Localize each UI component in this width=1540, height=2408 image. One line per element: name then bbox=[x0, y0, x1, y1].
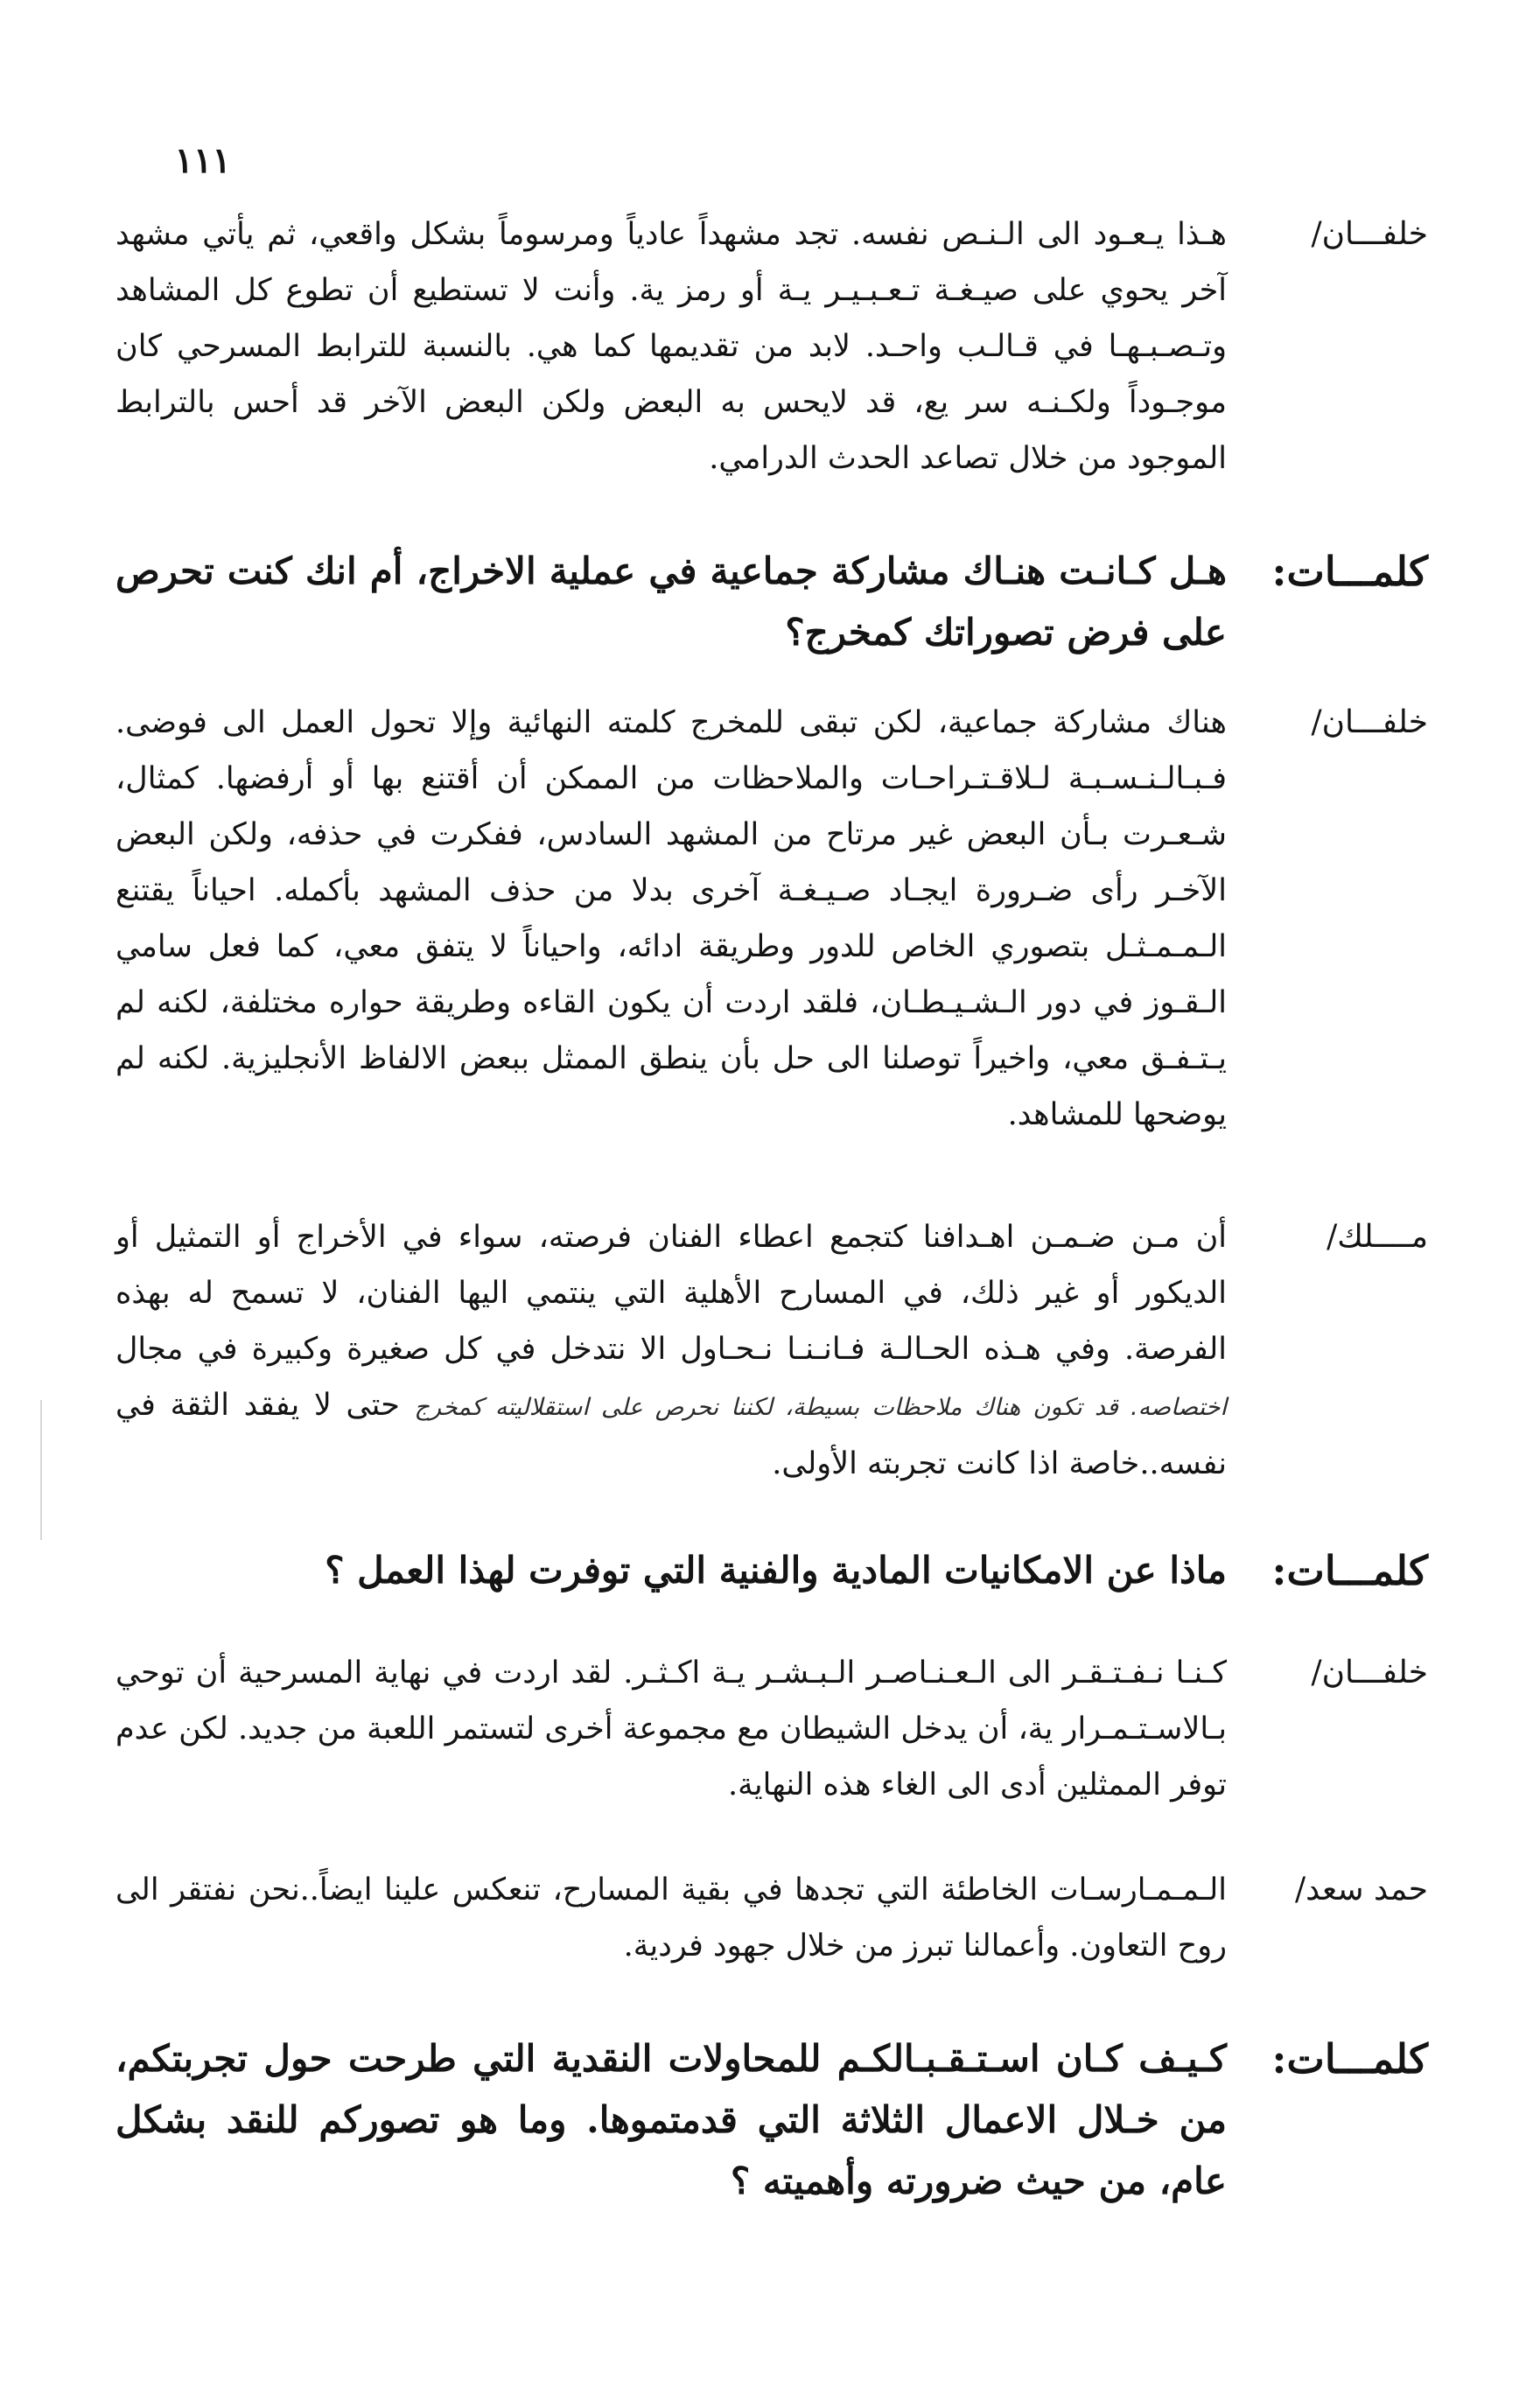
interview-question bbox=[116, 1540, 1428, 1601]
dialogue-entry bbox=[116, 695, 1428, 1143]
dialogue-entry bbox=[116, 1645, 1428, 1813]
interview-question bbox=[116, 2028, 1428, 2212]
dialogue-text-part: أن مـن ضـمـن اهـدافنا كتجمع اعطاء الفنان فرصته، سواء في الأخراج أو التمثيل أو الديكور أو غير ذلك، في المسارح الأهلية التي ينتمي اليها الفنان، لا تسمح له بهذه الفرصة. وفي هـذه الحـالـة فـانـنـا نـحـاول الا نتدخل في كل صغيرة وكبيرة في مجال bbox=[116, 1220, 1227, 1367]
handwritten-annotation: اختصاصه. قد تكون هناك ملاحظات بسيطة، لكننا نحرص على استقلاليته كمخرج bbox=[414, 1394, 1227, 1421]
dialogue-entry bbox=[116, 1209, 1428, 1492]
speaker-label: خلفـــان/ bbox=[1311, 1655, 1428, 1690]
dialogue-entry bbox=[116, 206, 1428, 486]
dialogue-text: هـذا يـعـود الى الـنـص نفسه. تجد مشهداً عادياً ومرسوماً بشكل واقعي، ثم يأتي مشهد آخر يحوي على صيـغـة تـعـبـيـر يـة أو رمز ية. وأنت لا تستطيع أن تطوع كل المشاهد وتـصـبـهـا في قـالـب واحـد. لابد من تقديمها كما هي. بالنسبة للترابط المسرحي كان موجـوداً ولكـنـه سر يع، قد لايحس به البعض ولكن البعض الآخر قد أحس بالترابط الموجود من خلال تصاعد الحدث الدرامي. bbox=[116, 217, 1227, 476]
speaker-label: خلفـــان/ bbox=[1311, 216, 1428, 252]
dialogue-entry bbox=[116, 1862, 1428, 1974]
speaker-label: كلمـــات: bbox=[1271, 1547, 1428, 1594]
speaker-label: حمد سعد/ bbox=[1295, 1872, 1428, 1908]
scan-edge-mark bbox=[40, 1400, 42, 1540]
question-text: ماذا عن الامكانيات المادية والفنية التي توفرت لهذا العمل ؟ bbox=[325, 1549, 1227, 1592]
speaker-label: مــــلك/ bbox=[1326, 1219, 1428, 1255]
page-number: ١١١ bbox=[174, 140, 231, 181]
interview-question bbox=[116, 541, 1428, 663]
dialogue-text: هناك مشاركة جماعية، لكن تبقى للمخرج كلمته النهائية وإلا تحول العمل الى فوضى. فـبـالـنـسـبـة لـلاقـتـراحـات والملاحظات من الممكن أن أقتنع بها أو أرفضها. كمثال، شـعـرت بـأن البعض غير مرتاح من المشهد السادس، ففكرت في حذفه، ولكن البعض الآخـر رأى ضـرورة ايجـاد صـيـغـة آخرى بدلا من حذف المشهد بأكمله. احياناً يقتنع الـمـمـثـل بتصوري الخاص للدور وطريقة ادائه، واحياناً لا يتفق معي، كما فعل سامي الـقـوز في دور الـشـيـطـان، فلقد اردت أن يكون القاءه وطريقة حواره مختلفة، لكنه لم يـتـفـق معي، واخيراً توصلنا الى حل بأن ينطق الممثل ببعض الالفاظ الأنجليزية. لكنه لم يوضحها للمشاهد. bbox=[116, 705, 1227, 1132]
speaker-label: خلفـــان/ bbox=[1311, 704, 1428, 740]
question-text: كـيـف كـان اسـتـقـبـالكـم للمحاولات النقدية التي طرحت حول تجربتكم، من خـلال الاعمال الثلاثة التي قدمتموها. وما هو تصوركم للنقد بشكل عام، من حيث ضرورته وأهميته ؟ bbox=[116, 2037, 1227, 2202]
dialogue-text: الـمـمـارسـات الخاطئة التي تجدها في بقية المسارح، تنعكس علينا ايضاً..نحن نفتقر الى روح التعاون. وأعمالنا تبرز من خلال جهود فردية. bbox=[116, 1872, 1227, 1964]
speaker-label: كلمـــات: bbox=[1271, 2035, 1428, 2082]
dialogue-text-part: حتى لا يفقد الثقة في نفسه..خاصة اذا كانت تجربته الأولى. bbox=[116, 1388, 1227, 1481]
dialogue-text bbox=[116, 1209, 1227, 1492]
dialogue-text: كـنـا نـفـتـقـر الى الـعـنـاصـر الـبـشـر يـة اكـثـر. لقد اردت في نهاية المسرحية أن توحي بـالاسـتـمـرار ية، أن يدخل الشيطان مع مجموعة أخرى لتستمر اللعبة من جديد. لكن عدم توفر الممثلين أدى الى الغاء هذه النهاية. bbox=[116, 1656, 1227, 1802]
question-text: هـل كـانـت هنـاك مشاركة جماعية في عملية الاخراج، أم انك كنت تحرص على فرض تصوراتك كمخرج؟ bbox=[116, 550, 1227, 654]
speaker-label: كلمـــات: bbox=[1271, 548, 1428, 595]
